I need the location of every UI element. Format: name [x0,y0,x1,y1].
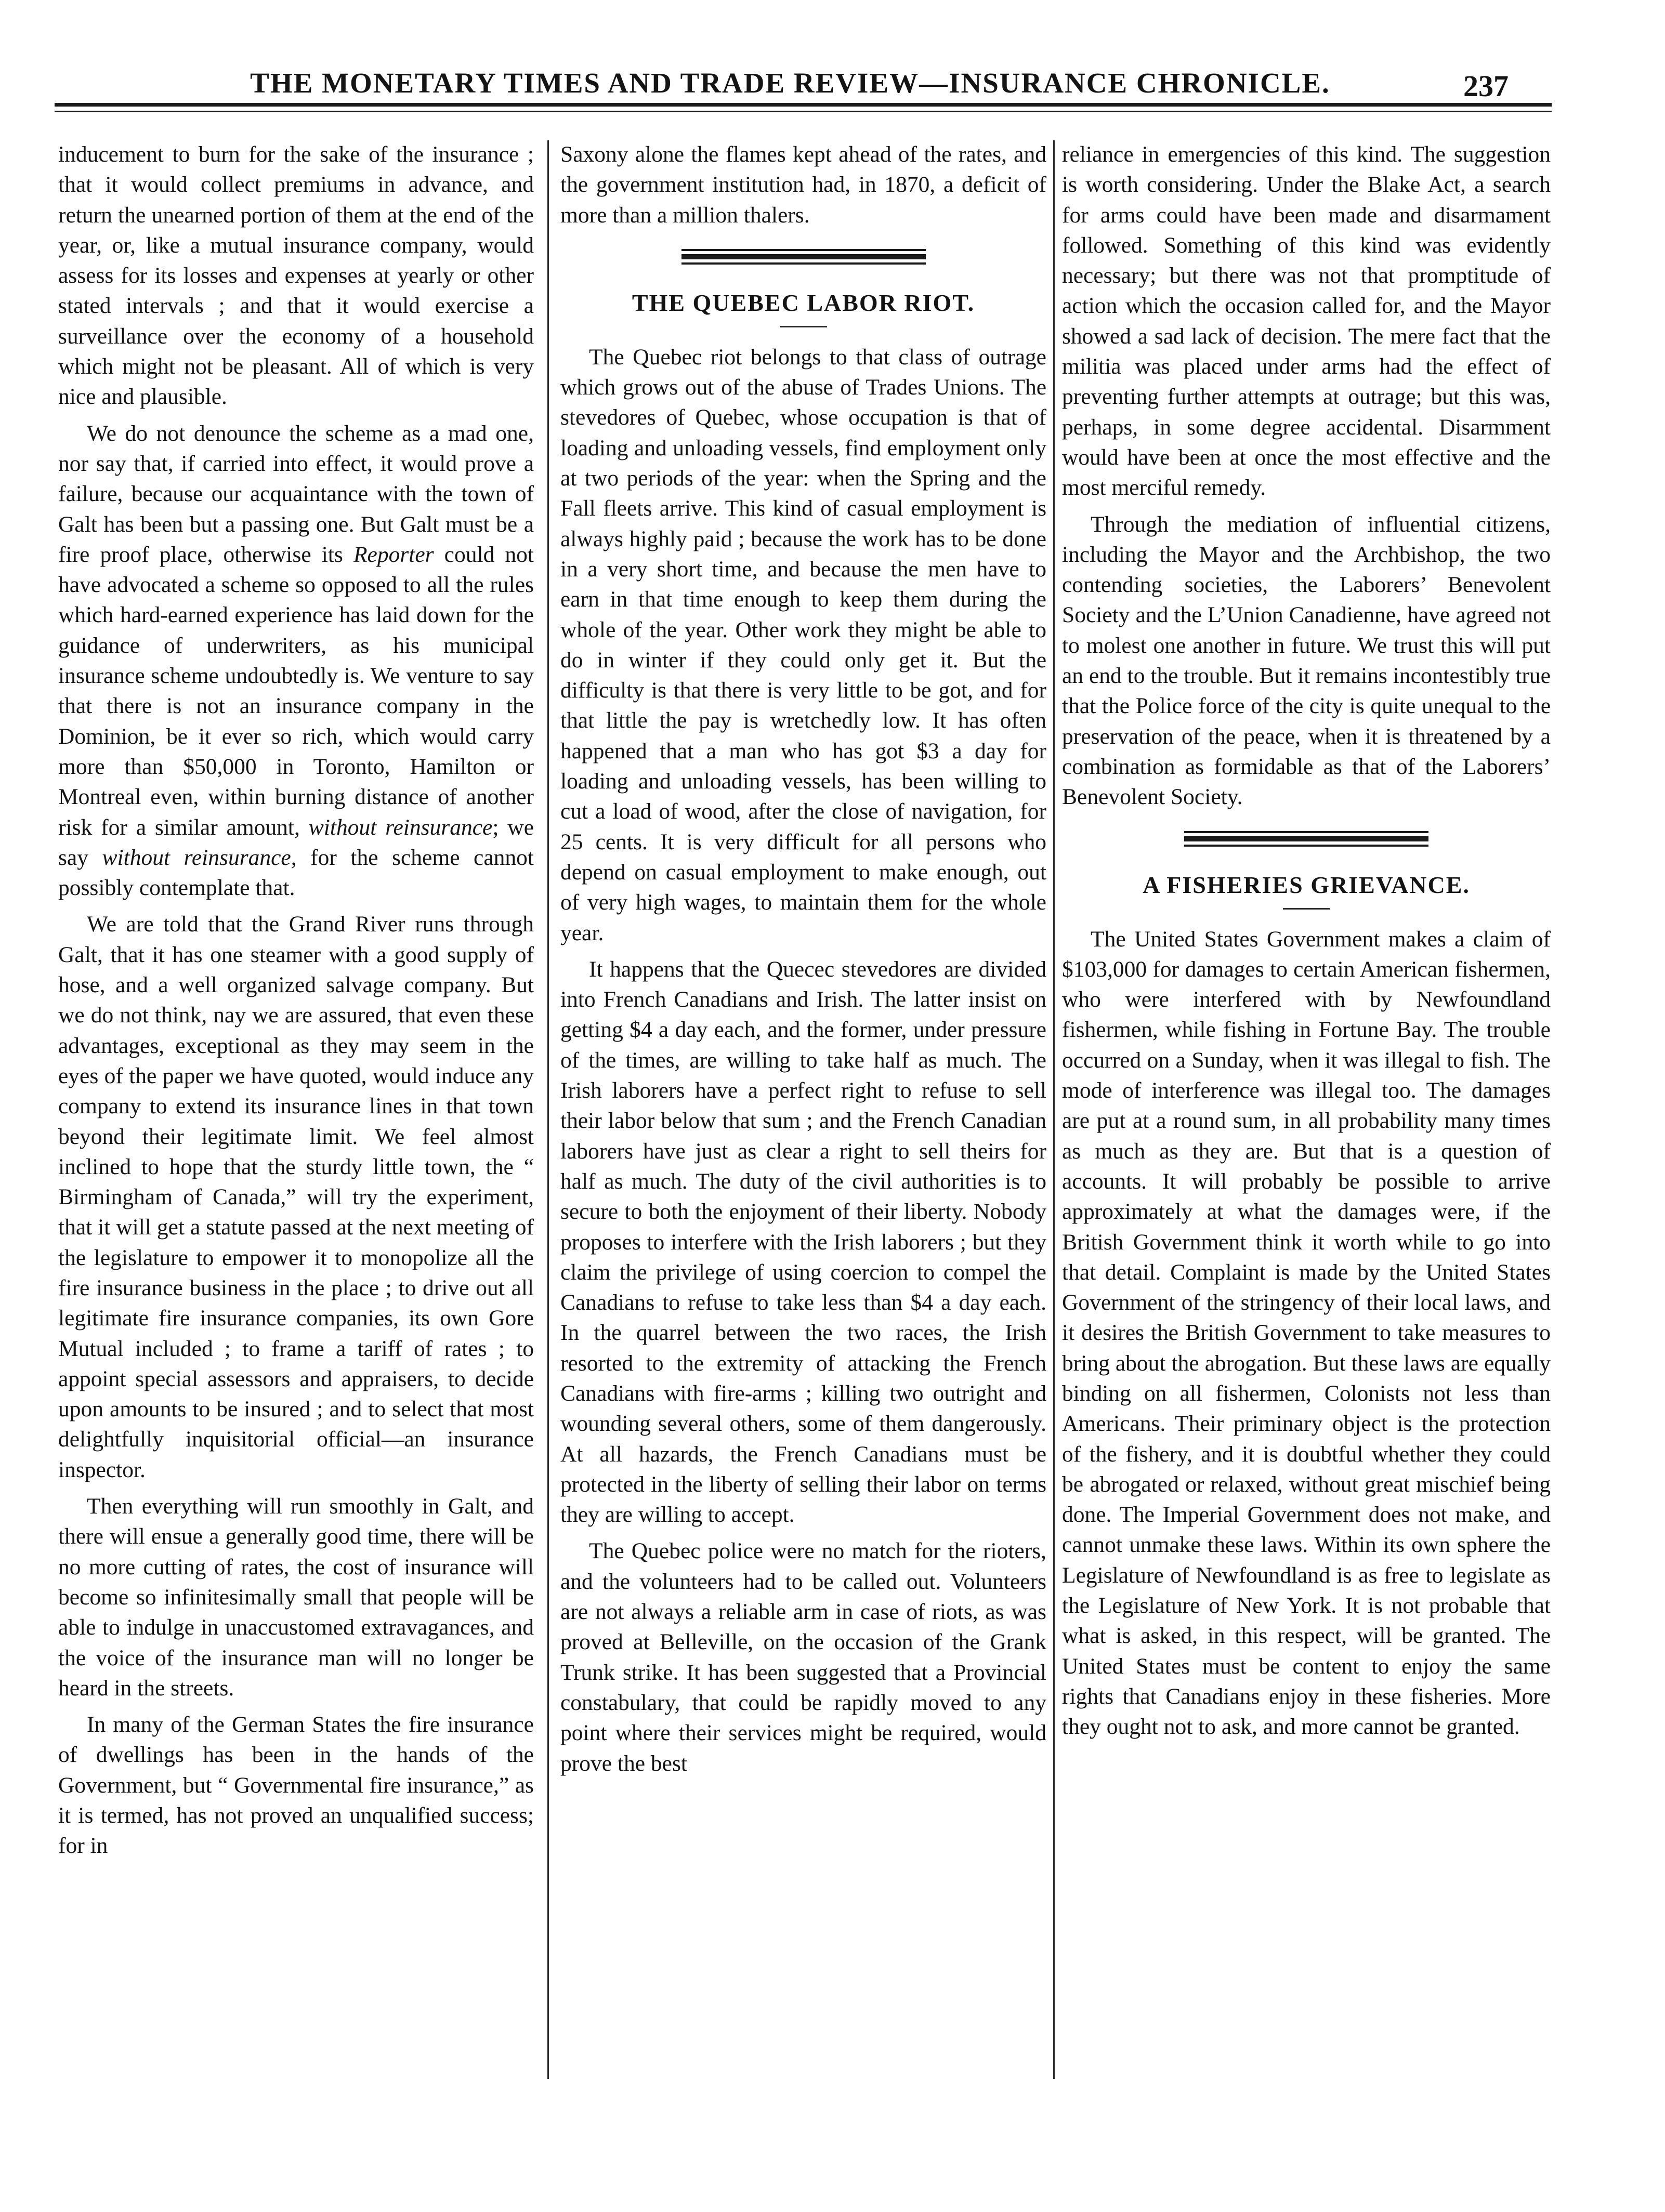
article-title-fisheries-grievance: A FISHERIES GRIEVANCE. [1143,871,1470,898]
paragraph: Then everything will run smoothly in Galt, and there will ensue a generally good time, there will be no more cutting of rates, the cost of insurance will become so infinitesimally small that people will be able to indulge in unaccustomed extravagances, and the voice of the insurance man will no longer be heard in the streets. [58,1494,534,1701]
column-divider-1 [547,140,549,2079]
paragraph: In many of the German States the fire insurance of dwellings has been in the hands of the Government, but “ Governmental fire insurance,” as it is termed, has not proved an unqualified success; for in [58,1712,534,1859]
title-underline [1283,908,1330,910]
column-2 [560,139,1046,1779]
column-divider-2 [1053,140,1055,2079]
section-separator [1062,812,1551,870]
header-rule-thin [55,111,1552,112]
paragraph: inducement to burn for the sake of the insurance ; that it would collect premiums in advance, and return the unearned portion of them at the end of the year, or, like a mutual insurance company, would assess for its losses and expenses at yearly or other stated intervals ; and that it would exercise a surveillance over the economy of a household which might not be pleasant. All of which is very nice and plausible. [58,142,534,410]
section-separator [560,230,1046,287]
italic-term: without reinsurance [102,845,291,870]
continued-paragraph: Saxony alone the flames kept ahead of the rates, and the government institution had, in 1870, a deficit of more than a million thalers. [560,142,1046,228]
paragraph: The Quebec police were no match for the rioters, and the volunteers had to be called out. Volunteers are not always a reliable arm in case of riots, as was proved at Belleville, on the occasion of the Grank Trunk strike. It has been suggested that a Provincial constabulary, that could be rapidly moved to any point where their services might be required, would prove the best [560,1538,1046,1776]
header-rule-thick [55,103,1552,107]
title-underline [780,326,827,327]
column-3 [1062,139,1551,1742]
running-title: THE MONETARY TIMES AND TRADE REVIEW—INSURANCE CHRONICLE. [250,67,1330,99]
column-1 [58,139,534,1861]
italic-term: Reporter [353,542,434,567]
paragraph: The United States Government makes a claim of $103,000 for damages to certain American fishermen, who were interfered with by Newfoundland fishermen, while fishing in Fortune Bay. The trouble occurred on a Sunday, when it was illegal to fish. The mode of interference was illegal too. The damages are put at a round sum, in all probability many times as much as they are. But that is a question of accounts. It will probably be possible to arrive approximately at what the damages were, if the British Government think it worth while to go into that detail. Complaint is made by the United States Government of the stringency of their local laws, and it desires the British Government to take measures to bring about the abrogation. But these laws are equally binding on all fishermen, Colonists not less than Americans. Their priminary object is the protection of the fishery, and it is doubtful whether they could be abrogated or relaxed, without great mischief being done. The Imperial Government does not make, and cannot unmake these laws. Within its own sphere the Legislature of Newfoundland is as free to legislate as the Legislature of New York. It is not probable that what is asked, in this respect, will be granted. The United States must be content to enjoy the same rights that Canadians enjoy in these fisheries. More they ought not to ask, and more cannot be granted. [1062,926,1551,1740]
italic-term: without reinsurance [308,814,493,840]
paragraph-with-italics: We do not denounce the scheme as a mad one, nor say that, if carried into effect, it would prove a failure, because our acquaintance with the town of Galt has been but a passing one. But Galt must be a fire proof place, otherwise its Reporter could not have advocated a scheme so opposed to all the rules which hard-earned experience has laid down for the guidance of underwriters, as his municipal insurance scheme undoubtedly is. We venture to say that there is not an insurance company in the Dominion, be it ever so rich, which would carry more than $50,000 in Toronto, Hamilton or Montreal even, within burning distance of another risk for a similar amount, without reinsurance; we say without reinsurance, for the scheme cannot possibly contemplate that. [58,420,534,901]
paragraph: It happens that the Quecec stevedores are divided into French Canadians and Irish. The latter insist on getting $4 a day each, and the former, under pressure of the times, are willing to take half as much. The Irish laborers have a perfect right to refuse to sell their labor below that sum ; and the French Canadian laborers have just as clear a right to sell theirs for half as much. The duty of the civil authorities is to secure to both the enjoyment of their liberty. Nobody proposes to interfere with the Irish laborers ; but they claim the privilege of using coercion to compel the Canadians to refuse to take less than $4 a day each. In the quarrel between the two races, the Irish resorted to the extremity of attacking the French Canadians with fire-arms ; killing two outright and wounding several others, some of them dangerously. At all hazards, the French Canadians must be protected in the liberty of selling their labor on terms they are willing to accept. [560,956,1046,1528]
paragraph: The Quebec riot belongs to that class of outrage which grows out of the abuse of Trades Unions. The stevedores of Quebec, whose occupation is that of loading and unloading vessels, find employment only at two periods of the year: when the Spring and the Fall fleets arrive. This kind of casual employment is always highly paid ; because the work has to be done in a very short time, and because the men have to earn in that time enough to keep them during the whole of the year. Other work they might be able to do in winter if they could only get it. But the difficulty is that there is very little to be got, and for that little the pay is wretchedly low. It has often happened that a man who has got $3 a day for loading and unloading vessels, has been willing to cut a load of wood, after the close of navigation, for 25 cents. It is very difficult for all persons who depend on casual employment to make enough, out of very high wages, to maintain them for the whole year. [560,344,1046,945]
article-title-quebec-labor-riot: THE QUEBEC LABOR RIOT. [632,289,975,316]
continued-paragraph: reliance in emergencies of this kind. The suggestion is worth considering. Under the Blake Act, a search for arms could have been made and disarmament followed. Something of this kind was evidently necessary; but there was not that promptitude of action which the occasion called for, and the Mayor showed a sad lack of decision. The mere fact that the militia was placed under arms had the effect of preventing further attempts at outrage; but this was, perhaps, in some degree accidental. Disarmment would have been at once the most effective and the most merciful remedy. [1062,142,1551,501]
paragraph: We are told that the Grand River runs through Galt, that it has one steamer with a good supply of hose, and a well organized salvage company. But we do not think, nay we are assured, that even these advantages, exceptional as they may seem in the eyes of the paper we have quoted, would induce any company to extend its insurance lines in that town beyond their legitimate limit. We feel almost inclined to hope that the sturdy little town, the “ Birmingham of Canada,” will try the experiment, that it will get a statute passed at the next meeting of the legislature to empower it to monopolize all the fire insurance business in the place ; to drive out all legitimate fire insurance companies, its own Gore Mutual included ; to frame a tariff of rates ; to appoint special assessors and appraisers, to decide upon amounts to be insured ; and to select that most delightfully inquisitorial official—an insurance inspector. [58,912,534,1482]
page-number: 237 [1463,69,1509,103]
paragraph: Through the mediation of influential citizens, including the Mayor and the Archbishop, the two contending societies, the Laborers’ Benevolent Society and the L’Union Canadienne, have agreed not to molest one another in future. We trust this will put an end to the trouble. But it remains incontestibly true that the Police force of the city is quite unequal to the preservation of the peace, when it is threatened by a combination as formidable as that of the Laborers’ Benevolent Society. [1062,511,1551,810]
